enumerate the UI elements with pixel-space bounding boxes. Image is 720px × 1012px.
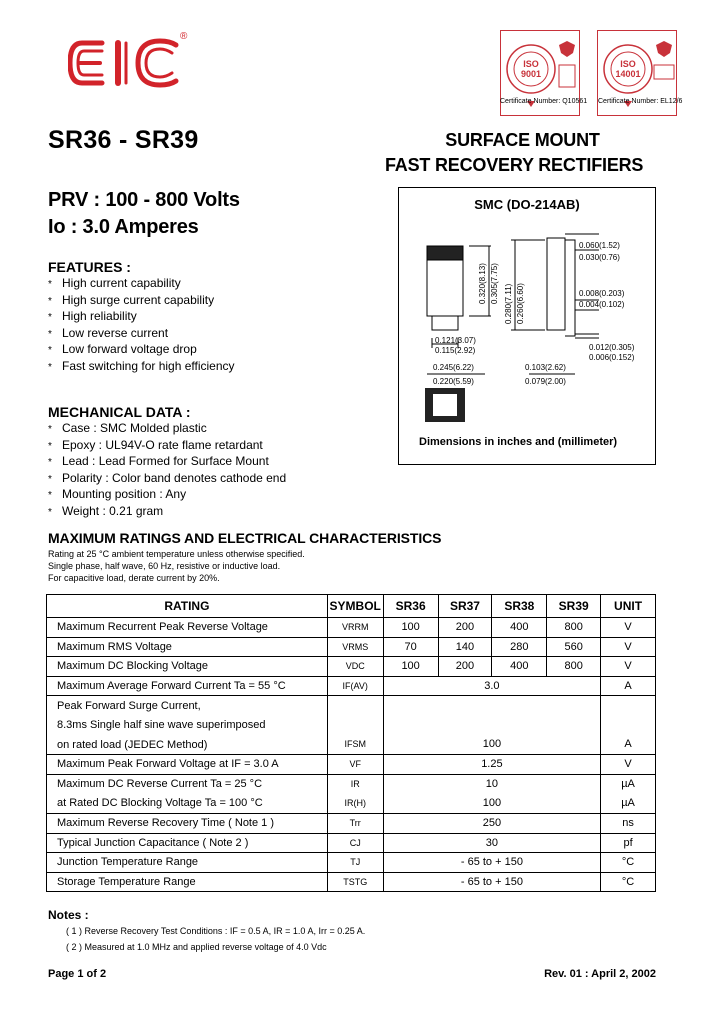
product-title-line1: SURFACE MOUNT	[445, 130, 600, 150]
page-number: Page 1 of 2	[48, 968, 107, 980]
symbol-cell: VF	[327, 755, 383, 775]
symbol-cell: IFSM	[327, 696, 383, 755]
ratings-heading: MAXIMUM RATINGS AND ELECTRICAL CHARACTERISTICS	[48, 530, 442, 546]
package-caption: Dimensions in inches and (millimeter)	[419, 436, 618, 448]
table-row	[47, 813, 656, 833]
part-number-title: SR36 - SR39	[48, 126, 199, 154]
value-cell: 100	[383, 618, 438, 638]
list-item: * Weight : 0.21 gram	[48, 503, 164, 518]
symbol-cell: CJ	[327, 833, 383, 853]
eic-logo-icon	[68, 33, 193, 97]
rating-label: Typical Junction Capacitance ( Note 2 )	[47, 833, 328, 853]
product-title-line2: FAST RECOVERY RECTIFIERS	[385, 155, 644, 175]
dim-f1: 0.012(0.305)	[589, 343, 635, 352]
certificate-number-2: Certificate Number: EL12/6	[598, 98, 683, 105]
dim-h1: 0.103(2.62)	[525, 363, 566, 372]
eic-logo	[68, 33, 193, 97]
unit-cell: V	[601, 755, 656, 775]
note-item: ( 1 ) Reverse Recovery Test Conditions : IF = 0.5 A, IR = 1.0 A, Irr = 0.25 A.	[66, 926, 366, 936]
value-cell: 250	[383, 813, 600, 833]
list-item: * Fast switching for high efficiency	[48, 358, 235, 373]
package-title: SMC (DO-214AB)	[474, 197, 580, 212]
list-item: * Polarity : Color band denotes cathode end	[48, 470, 287, 485]
symbol-cell: TSTG	[327, 872, 383, 892]
header-cell: SR39	[547, 595, 601, 618]
dim-f2: 0.006(0.152)	[589, 353, 635, 362]
condition-line: Single phase, half wave, 60 Hz, resistive or inductive load.	[48, 561, 281, 571]
io-spec: Io : 3.0 Amperes	[48, 216, 199, 238]
revision-date: Rev. 01 : April 2, 2002	[544, 968, 656, 980]
prv-spec: PRV : 100 - 800 Volts	[48, 189, 240, 211]
rating-label: Maximum Peak Forward Voltage at IF = 3.0 A	[47, 755, 328, 775]
table-row	[47, 872, 656, 892]
value-cell: 800	[547, 618, 601, 638]
value-cell: 100	[383, 657, 438, 677]
list-item: * High current capability	[48, 276, 181, 290]
dim-a1: 0.320(8.13)	[478, 263, 487, 304]
list-item: * High surge current capability	[48, 292, 215, 307]
dim-b1: 0.280(7.11)	[504, 283, 513, 324]
package-drawing	[399, 188, 657, 466]
table-row	[47, 696, 656, 716]
list-item: * Mounting position : Any	[48, 487, 187, 502]
unit-cell: µA	[601, 794, 656, 814]
value-cell: 10	[383, 774, 600, 794]
value-cell: 3.0	[383, 676, 600, 696]
table-row	[47, 618, 656, 638]
header-cell: RATING	[47, 595, 328, 618]
unit-cell: °C	[601, 872, 656, 892]
value-cell: 800	[547, 657, 601, 677]
value-cell: 200	[438, 618, 492, 638]
rating-label: Peak Forward Surge Current,	[47, 696, 328, 716]
dim-g1: 0.245(6.22)	[433, 363, 474, 372]
dim-d2: 0.004(0.102)	[579, 300, 625, 309]
table-row	[47, 774, 656, 794]
package-outline-diagram	[398, 187, 656, 465]
note-item: ( 2 ) Measured at 1.0 MHz and applied reverse voltage of 4.0 Vdc	[66, 942, 327, 952]
features-heading: FEATURES :	[48, 259, 131, 275]
table-row	[47, 833, 656, 853]
header-cell: SR38	[492, 595, 547, 618]
rating-label: Maximum Reverse Recovery Time ( Note 1 )	[47, 813, 328, 833]
value-cell: 400	[492, 657, 547, 677]
unit-cell: V	[601, 618, 656, 638]
value-cell: 70	[383, 637, 438, 657]
symbol-cell: Trr	[327, 813, 383, 833]
unit-cell: ns	[601, 813, 656, 833]
value-cell: 560	[547, 637, 601, 657]
rating-label: Maximum DC Reverse Current Ta = 25 °C	[47, 774, 328, 794]
notes-heading: Notes :	[48, 908, 89, 922]
svg-text:9001: 9001	[520, 69, 542, 79]
registered-mark: ®	[180, 31, 188, 42]
rating-label: Maximum Recurrent Peak Reverse Voltage	[47, 618, 328, 638]
svg-text:ISO: ISO	[620, 59, 636, 69]
header-cell: UNIT	[601, 595, 656, 618]
dim-c1: 0.060(1.52)	[579, 241, 620, 250]
symbol-cell: VRMS	[327, 637, 383, 657]
unit-cell: °C	[601, 853, 656, 873]
rating-label: Storage Temperature Range	[47, 872, 328, 892]
value-cell: 400	[492, 618, 547, 638]
value-cell: 100	[383, 696, 600, 755]
list-item: * Low reverse current	[48, 325, 169, 340]
table-row	[47, 853, 656, 873]
rating-label: Maximum DC Blocking Voltage	[47, 657, 328, 677]
unit-cell: V	[601, 637, 656, 657]
list-item: * Epoxy : UL94V-O rate flame retardant	[48, 437, 263, 452]
dim-b2: 0.260(6.60)	[516, 283, 525, 324]
unit-cell: A	[601, 696, 656, 755]
symbol-cell: VRRM	[327, 618, 383, 638]
list-item: * Low forward voltage drop	[48, 342, 197, 357]
table-row	[47, 755, 656, 775]
dim-e2: 0.115(2.92)	[435, 346, 476, 355]
value-cell: 1.25	[383, 755, 600, 775]
rating-label: on rated load (JEDEC Method)	[47, 735, 328, 755]
table-row	[47, 637, 656, 657]
value-cell: - 65 to + 150	[383, 853, 600, 873]
rating-label: 8.3ms Single half sine wave superimposed	[47, 715, 328, 735]
rating-label: Maximum RMS Voltage	[47, 637, 328, 657]
list-item: * High reliability	[48, 309, 137, 324]
table-row	[47, 676, 656, 696]
value-cell: 140	[438, 637, 492, 657]
header-cell: SYMBOL	[327, 595, 383, 618]
rating-label: at Rated DC Blocking Voltage Ta = 100 °C	[47, 794, 328, 814]
rating-label: Junction Temperature Range	[47, 853, 328, 873]
symbol-cell: TJ	[327, 853, 383, 873]
svg-text:14001: 14001	[615, 69, 641, 79]
table-header-row	[47, 595, 656, 618]
symbol-cell: IR	[327, 774, 383, 794]
value-cell: 100	[383, 794, 600, 814]
dim-g2: 0.220(5.59)	[433, 377, 474, 386]
unit-cell: pf	[601, 833, 656, 853]
dim-e1: 0.121(3.07)	[435, 336, 476, 345]
list-item: * Case : SMC Molded plastic	[48, 421, 207, 435]
rating-label: Maximum Average Forward Current Ta = 55 °C	[47, 676, 328, 696]
condition-line: Rating at 25 °C ambient temperature unless otherwise specified.	[48, 549, 305, 559]
svg-text:ISO: ISO	[523, 59, 539, 69]
table-row	[47, 794, 656, 814]
dim-d1: 0.008(0.203)	[579, 289, 625, 298]
value-cell: - 65 to + 150	[383, 872, 600, 892]
dim-a2: 0.305(7.75)	[490, 263, 499, 304]
header-cell: SR37	[438, 595, 492, 618]
features-list	[48, 276, 235, 376]
value-cell: 280	[492, 637, 547, 657]
ratings-table	[46, 594, 656, 892]
symbol-cell: VDC	[327, 657, 383, 677]
dim-c2: 0.030(0.76)	[579, 253, 620, 262]
list-item: * Lead : Lead Formed for Surface Mount	[48, 454, 269, 469]
unit-cell: V	[601, 657, 656, 677]
symbol-cell: IR(H)	[327, 794, 383, 814]
unit-cell: µA	[601, 774, 656, 794]
condition-line: For capacitive load, derate current by 20%.	[48, 573, 220, 583]
value-cell: 30	[383, 833, 600, 853]
mechanical-list	[48, 421, 286, 521]
unit-cell: A	[601, 676, 656, 696]
header-cell: SR36	[383, 595, 438, 618]
certificate-number-1: Certificate Number: Q10561	[500, 98, 588, 105]
symbol-cell: IF(AV)	[327, 676, 383, 696]
value-cell: 200	[438, 657, 492, 677]
table-row	[47, 657, 656, 677]
dim-h2: 0.079(2.00)	[525, 377, 566, 386]
mechanical-heading: MECHANICAL DATA :	[48, 404, 191, 420]
